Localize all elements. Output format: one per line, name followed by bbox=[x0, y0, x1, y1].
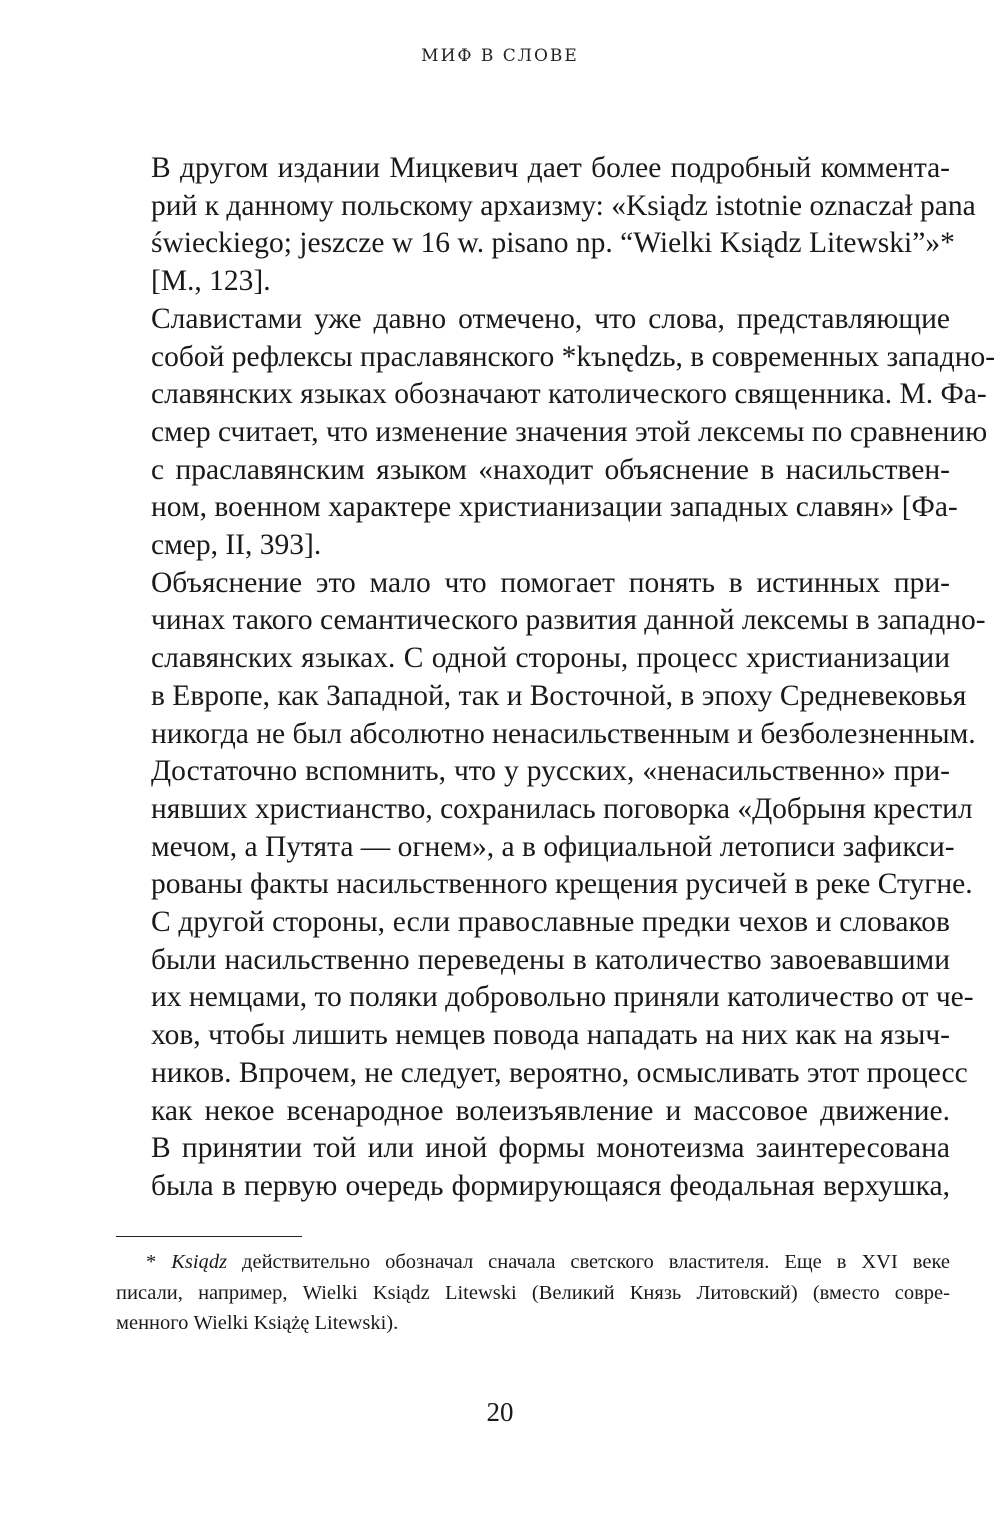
text-line: славянских языках. С одной стороны, процесс христианизации bbox=[151, 642, 950, 675]
text-line: как некое всенародное волеизъявление и массовое движение. bbox=[151, 1094, 950, 1127]
text-line: собой рефлексы праславянского *kъnędzь, в современных западно- bbox=[151, 340, 996, 373]
running-head: МИФ В СЛОВЕ bbox=[421, 46, 579, 66]
footnote-marker: * bbox=[146, 1251, 172, 1273]
footnote-separator bbox=[116, 1236, 302, 1237]
footnote-text: действительно обозначал сначала светского властителя. Еще в XVI веке bbox=[227, 1251, 950, 1273]
text-line: хов, чтобы лишить немцев повода нападать на них как на языч- bbox=[151, 1019, 950, 1052]
text-line: Объяснение это мало что помогает понять в истинных при- bbox=[151, 566, 950, 599]
text-line: в Европе, как Западной, так и Восточной, в эпоху Средневековья bbox=[151, 679, 967, 712]
text-line: с праславянским языком «находит объяснение в насильствен- bbox=[151, 453, 950, 486]
text-line: рий к данному польскому архаизму: «Ksiądz istotnie oznaczał pana bbox=[151, 189, 976, 222]
paragraph-1 bbox=[116, 150, 976, 301]
text-line: чинах такого семантического развития данной лексемы в западно- bbox=[151, 604, 986, 637]
text-line: Славистами уже давно отмечено, что слова, представляющие bbox=[151, 302, 950, 335]
text-line: была в первую очередь формирующаяся феодальная верхушка, bbox=[151, 1169, 950, 1202]
text-line: нявших христианство, сохранилась поговорка «Добрыня крестил bbox=[151, 792, 973, 825]
text-line: славянских языках обозначают католического священника. М. Фа- bbox=[151, 378, 987, 411]
text-line: смер, II, 393]. bbox=[151, 529, 322, 562]
text-line: [M., 123]. bbox=[151, 265, 271, 298]
footnote-term: Ksiądz bbox=[171, 1251, 228, 1273]
text-line: были насильственно переведены в католичество завоевавшими bbox=[151, 943, 950, 976]
footnote-line-1 bbox=[116, 1247, 950, 1278]
text-line: Достаточно вспомнить, что у русских, «ненасильственно» при- bbox=[151, 755, 950, 788]
footnote-line-3: менного Wielki Książę Litewski). bbox=[116, 1312, 399, 1334]
text-line: смер считает, что изменение значения этой лексемы по сравнению bbox=[151, 415, 988, 448]
text-line: их немцами, то поляки добровольно приняли католичество от че- bbox=[151, 981, 974, 1014]
footnote-line-2: писали, например, Wielki Ksiądz Litewski (Великий Князь Литовский) (вместо совре- bbox=[116, 1281, 950, 1304]
text-line: В другом издании Мицкевич дает более подробный коммента- bbox=[151, 152, 950, 184]
text-line: С другой стороны, если православные предки чехов и словаков bbox=[151, 906, 950, 939]
paragraph-3 bbox=[116, 565, 986, 1206]
text-line: рованы факты насильственного крещения русичей в реке Стугне. bbox=[151, 868, 973, 901]
text-line: никогда не был абсолютно ненасильственным и безболезненным. bbox=[151, 717, 976, 750]
text-line: В принятии той или иной формы монотеизма заинтересована bbox=[151, 1132, 950, 1165]
page-number: 20 bbox=[486, 1397, 514, 1427]
footnote bbox=[116, 1247, 950, 1339]
text-line: świeckiego; jeszcze w 16 w. pisano np. “Wielki Ksiądz Litewski”»* bbox=[151, 227, 955, 260]
paragraph-2 bbox=[116, 301, 996, 565]
body-text bbox=[116, 150, 996, 1206]
text-line: ном, военном характере христианизации западных славян» [Фа- bbox=[151, 491, 958, 524]
text-line: ников. Впрочем, не следует, вероятно, осмысливать этот процесс bbox=[151, 1056, 968, 1089]
text-line: мечом, а Путята — огнем», а в официальной летописи зафикси- bbox=[151, 830, 955, 863]
